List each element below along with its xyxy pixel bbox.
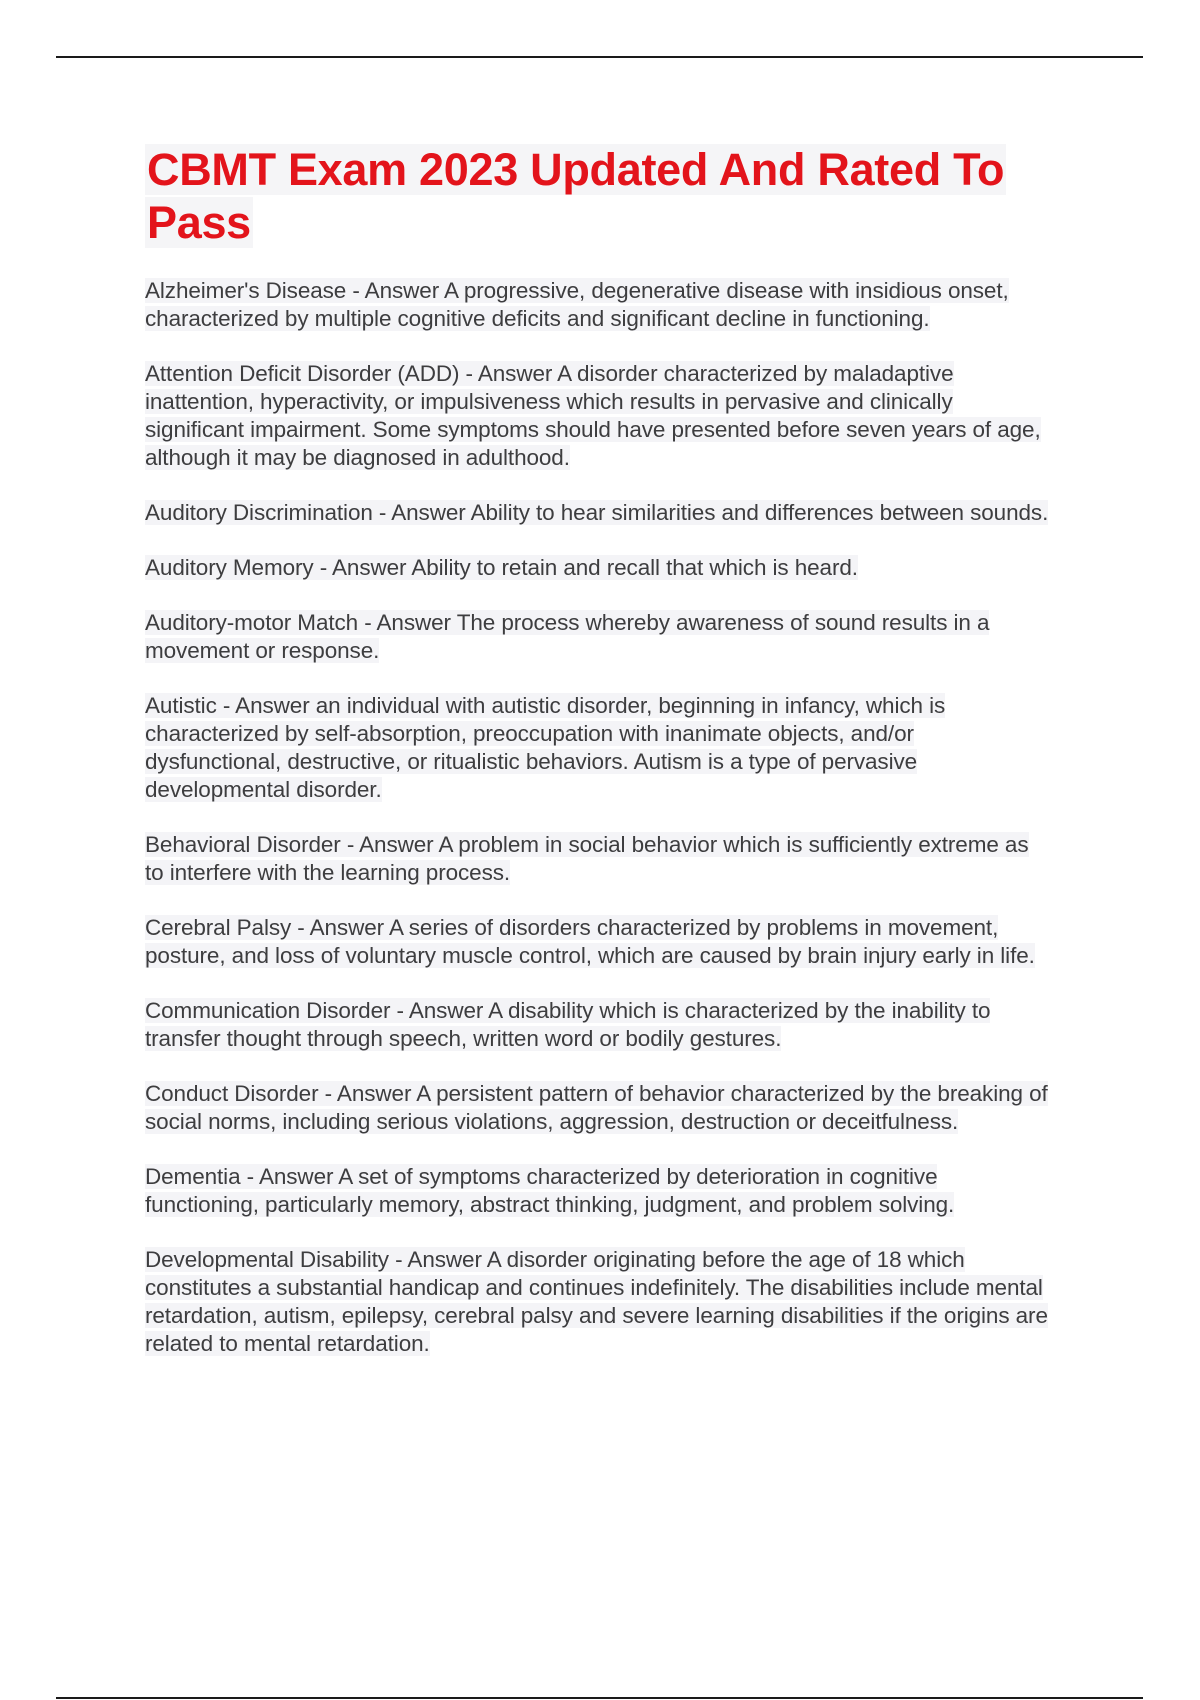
glossary-list bbox=[145, 277, 1050, 1358]
glossary-entry: Behavioral Disorder - Answer A problem in social behavior which is sufficiently extreme as to interfere with the learning process. bbox=[145, 832, 1029, 885]
document-title: CBMT Exam 2023 Updated And Rated To Pass bbox=[147, 144, 1005, 248]
glossary-entry: Auditory-motor Match - Answer The process whereby awareness of sound results in a movement or response. bbox=[145, 610, 990, 663]
glossary-entry: Cerebral Palsy - Answer A series of disorders characterized by problems in movement, posture, and loss of voluntary muscle control, which are caused by brain injury early in life. bbox=[145, 915, 1035, 968]
document-body bbox=[145, 143, 1050, 1385]
glossary-entry: Autistic - Answer an individual with autistic disorder, beginning in infancy, which is characterized by self-absorption, preoccupation with inanimate objects, and/or dysfunctional, destructive, or ritualistic behaviors. Autism is a type of pervasive developmental disorder. bbox=[145, 693, 946, 802]
glossary-entry: Attention Deficit Disorder (ADD) - Answer A disorder characterized by maladaptive inattention, hyperactivity, or impulsiveness which results in pervasive and clinically significant impairment. Some symptoms should have presented before seven years of age, although it may be diagnosed in adulthood. bbox=[145, 361, 1041, 470]
glossary-entry: Auditory Memory - Answer Ability to retain and recall that which is heard. bbox=[145, 555, 858, 580]
glossary-entry: Alzheimer's Disease - Answer A progressive, degenerative disease with insidious onset, characterized by multiple cognitive deficits and significant decline in functioning. bbox=[145, 278, 1009, 331]
bottom-rule bbox=[56, 1697, 1143, 1699]
top-rule bbox=[56, 56, 1143, 58]
glossary-entry: Communication Disorder - Answer A disability which is characterized by the inability to transfer thought through speech, written word or bodily gestures. bbox=[145, 998, 991, 1051]
glossary-entry: Conduct Disorder - Answer A persistent pattern of behavior characterized by the breaking of social norms, including serious violations, aggression, destruction or deceitfulness. bbox=[145, 1081, 1048, 1134]
glossary-entry: Dementia - Answer A set of symptoms characterized by deterioration in cognitive functioning, particularly memory, abstract thinking, judgment, and problem solving. bbox=[145, 1164, 955, 1217]
glossary-entry: Auditory Discrimination - Answer Ability to hear similarities and differences between sounds. bbox=[145, 500, 1049, 525]
glossary-entry: Developmental Disability - Answer A disorder originating before the age of 18 which constitutes a substantial handicap and continues indefinitely. The disabilities include mental retardation, autism, epilepsy, cerebral palsy and severe learning disabilities if the origins are related to mental retardation. bbox=[145, 1247, 1048, 1356]
